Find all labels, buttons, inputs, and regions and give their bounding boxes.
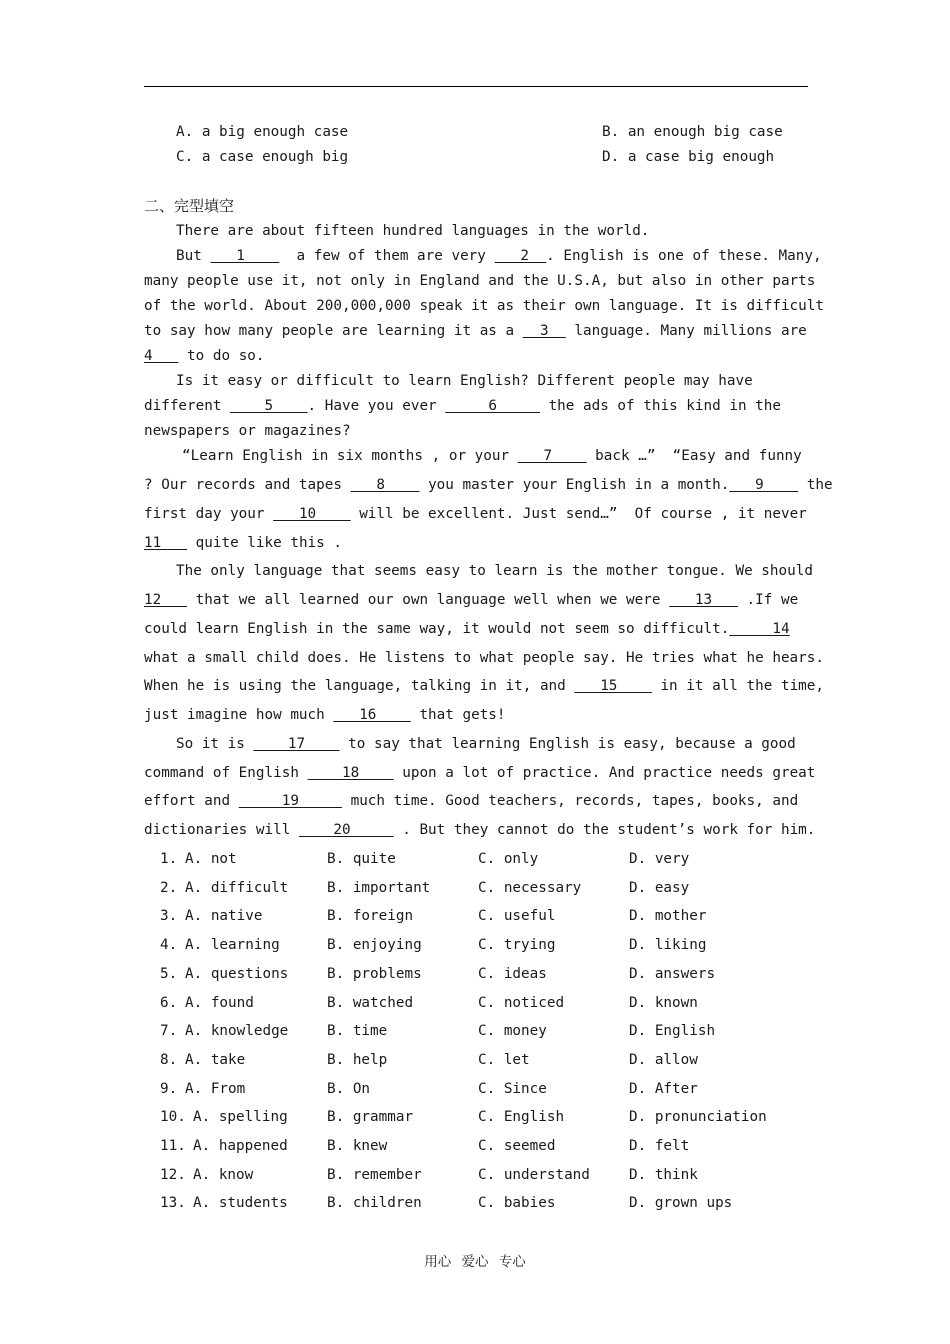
question-option-a: A. found (185, 995, 254, 1011)
page-footer: 用心 爱心 专心 (424, 1254, 526, 1270)
question-option-c: C. let (478, 1052, 530, 1068)
prev-option-d: D. a case big enough (602, 149, 775, 165)
blank-16: 16 (333, 707, 411, 723)
passage-line: When he is using the language, talking in it, and 15 in it all the time, (144, 678, 824, 694)
question-number: 5. (160, 966, 178, 982)
question-option-d: D. grown ups (629, 1195, 733, 1211)
blank-2: 2 (494, 248, 547, 264)
question-option-d: D. very (629, 851, 690, 867)
question-option-d: D. felt (629, 1138, 690, 1154)
blank-4: 4 (144, 348, 179, 364)
section-heading: 二、完型填空 (144, 197, 235, 215)
question-option-b: B. children (327, 1195, 422, 1211)
blank-6: 6 (445, 398, 540, 414)
question-number: 8. (160, 1052, 178, 1068)
blank-13: 13 (669, 592, 738, 608)
question-option-c: C. useful (478, 908, 556, 924)
question-option-a: A. From (185, 1081, 246, 1097)
question-option-c: C. ideas (478, 966, 547, 982)
question-number: 2. (160, 880, 178, 896)
blank-7: 7 (517, 448, 587, 464)
question-option-a: A. spelling (193, 1109, 288, 1125)
question-option-c: C. babies (478, 1195, 556, 1211)
question-option-d: D. pronunciation (629, 1109, 767, 1125)
question-option-b: B. time (327, 1023, 388, 1039)
blank-14: 14 (729, 621, 790, 637)
passage-line: The only language that seems easy to learn is the mother tongue. We should (176, 563, 813, 579)
passage-line: Is it easy or difficult to learn English? Different people may have (176, 373, 753, 389)
passage-line: command of English 18 upon a lot of practice. And practice needs great (144, 765, 816, 781)
passage-line: just imagine how much 16 that gets! (144, 707, 506, 723)
question-option-b: B. quite (327, 851, 396, 867)
blank-11: 11 (144, 535, 188, 551)
question-option-c: C. only (478, 851, 539, 867)
question-option-a: A. know (193, 1167, 254, 1183)
question-option-c: C. Since (478, 1081, 547, 1097)
question-option-a: A. take (185, 1052, 246, 1068)
passage-line: of the world. About 200,000,000 speak it as their own language. It is difficult (144, 298, 824, 314)
question-number: 9. (160, 1081, 178, 1097)
passage-line: But 1 a few of them are very 2 . English is one of these. Many, (176, 248, 822, 264)
blank-9: 9 (729, 477, 799, 493)
question-option-d: D. mother (629, 908, 707, 924)
question-option-a: A. knowledge (185, 1023, 289, 1039)
question-option-a: A. not (185, 851, 237, 867)
question-option-a: A. native (185, 908, 263, 924)
question-option-d: D. liking (629, 937, 707, 953)
question-option-b: B. foreign (327, 908, 414, 924)
question-number: 7. (160, 1023, 178, 1039)
question-option-a: A. students (193, 1195, 288, 1211)
question-number: 12. (160, 1167, 186, 1183)
blank-15: 15 (574, 678, 652, 694)
passage-line: different 5 . Have you ever 6 the ads of this kind in the (144, 398, 781, 414)
prev-option-a: A. a big enough case (176, 124, 349, 140)
passage-line: newspapers or magazines? (144, 423, 351, 439)
blank-8: 8 (350, 477, 420, 493)
passage-line: what a small child does. He listens to what people say. He tries what he hears. (144, 650, 824, 666)
question-number: 4. (160, 937, 178, 953)
question-option-b: B. knew (327, 1138, 388, 1154)
blank-19: 19 (238, 793, 342, 809)
prev-option-c: C. a case enough big (176, 149, 349, 165)
blank-1: 1 (210, 248, 280, 264)
question-option-b: B. important (327, 880, 431, 896)
question-number: 1. (160, 851, 178, 867)
passage-line: There are about fifteen hundred languages in the world. (176, 223, 650, 239)
question-option-d: D. answers (629, 966, 716, 982)
question-option-a: A. learning (185, 937, 280, 953)
question-option-b: B. remember (327, 1167, 422, 1183)
question-option-b: B. problems (327, 966, 422, 982)
blank-3: 3 (522, 323, 566, 339)
blank-12: 12 (144, 592, 188, 608)
passage-line: effort and 19 much time. Good teachers, records, tapes, books, and (144, 793, 799, 809)
passage-line: dictionaries will 20 . But they cannot do the student’s work for him. (144, 822, 816, 838)
question-option-c: C. money (478, 1023, 547, 1039)
blank-17: 17 (253, 736, 340, 752)
blank-10: 10 (273, 506, 351, 522)
question-option-d: D. allow (629, 1052, 698, 1068)
question-option-a: A. happened (193, 1138, 288, 1154)
blank-5: 5 (230, 398, 308, 414)
question-number: 13. (160, 1195, 186, 1211)
passage-line: 4 to do so. (144, 348, 265, 364)
question-option-d: D. known (629, 995, 698, 1011)
question-option-a: A. difficult (185, 880, 289, 896)
header-rule (144, 86, 808, 87)
passage-line: So it is 17 to say that learning English is easy, because a good (176, 736, 796, 752)
question-option-b: B. enjoying (327, 937, 422, 953)
question-option-d: D. English (629, 1023, 716, 1039)
question-option-c: C. necessary (478, 880, 582, 896)
passage-line: could learn English in the same way, it would not seem so difficult. 14 (144, 621, 790, 637)
question-number: 6. (160, 995, 178, 1011)
question-option-a: A. questions (185, 966, 289, 982)
question-option-b: B. grammar (327, 1109, 414, 1125)
question-option-b: B. watched (327, 995, 414, 1011)
question-option-b: B. On (327, 1081, 371, 1097)
question-option-d: D. easy (629, 880, 690, 896)
question-option-c: C. seemed (478, 1138, 556, 1154)
passage-line: 12 that we all learned our own language well when we were 13 .If we (144, 592, 799, 608)
blank-18: 18 (307, 765, 394, 781)
prev-option-b: B. an enough big case (602, 124, 783, 140)
question-number: 10. (160, 1109, 186, 1125)
passage-line: first day your 10 will be excellent. Just send…” Of course , it never (144, 506, 807, 522)
question-option-c: C. noticed (478, 995, 565, 1011)
passage-line: “Learn English in six months , or your 7 back …” “Easy and funny (182, 448, 802, 464)
passage-line: to say how many people are learning it as a 3 language. Many millions are (144, 323, 807, 339)
question-number: 11. (160, 1138, 186, 1154)
blank-20: 20 (298, 822, 394, 838)
passage-line: many people use it, not only in England and the U.S.A, but also in other parts (144, 273, 816, 289)
question-option-c: C. English (478, 1109, 565, 1125)
question-number: 3. (160, 908, 178, 924)
question-option-c: C. trying (478, 937, 556, 953)
passage-line: 11 quite like this . (144, 535, 342, 551)
question-option-d: D. After (629, 1081, 698, 1097)
question-option-d: D. think (629, 1167, 698, 1183)
question-option-b: B. help (327, 1052, 388, 1068)
passage-line: ? Our records and tapes 8 you master your English in a month. 9 the (144, 477, 833, 493)
question-option-c: C. understand (478, 1167, 590, 1183)
